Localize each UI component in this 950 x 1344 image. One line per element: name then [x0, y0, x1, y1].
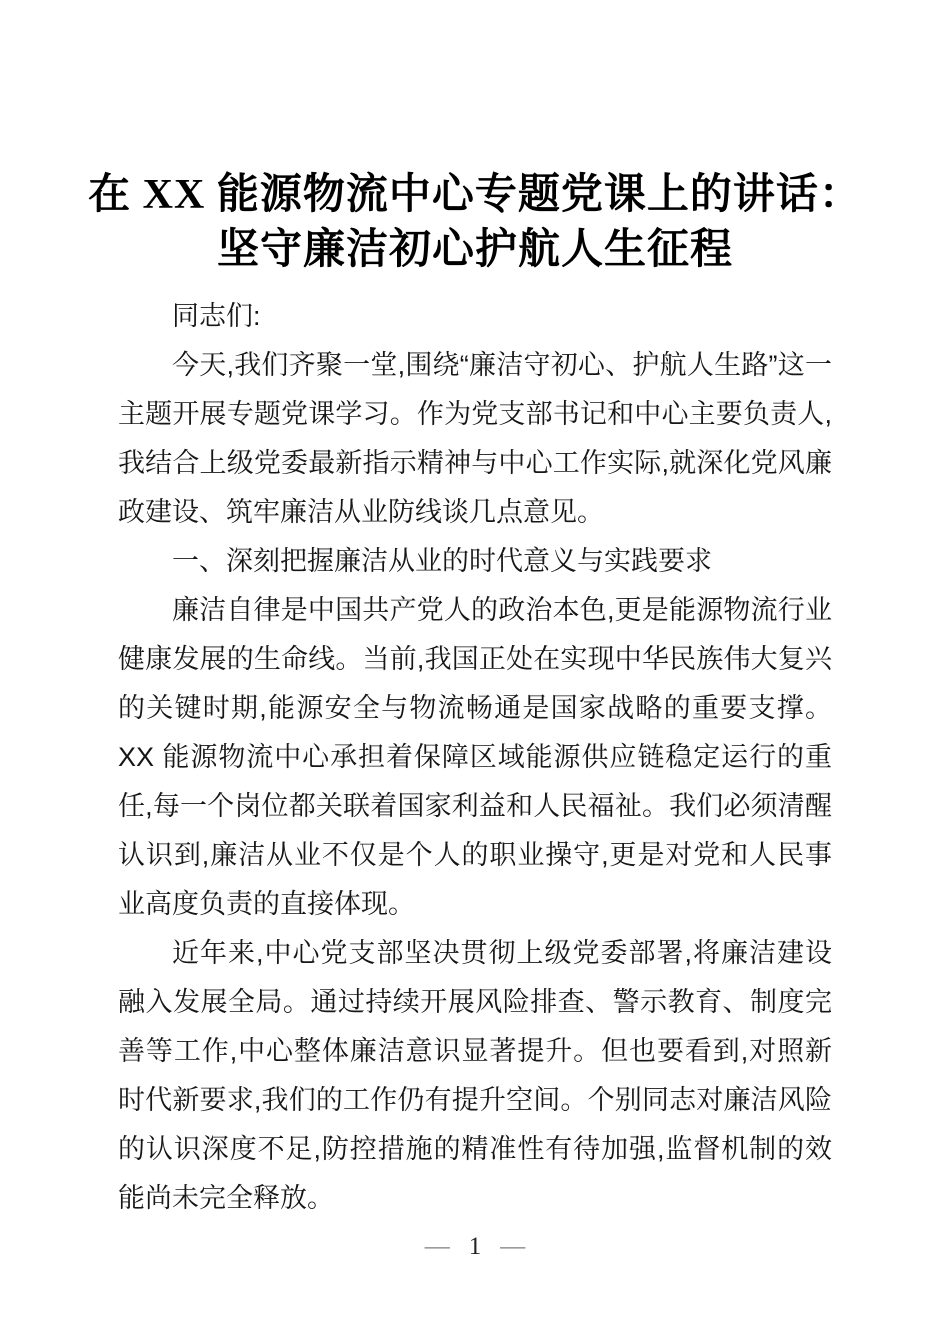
- page-footer: [0, 1231, 950, 1262]
- paragraph-intro: 今天,我们齐聚一堂,围绕“廉洁守初心、护航人生路”这一主题开展专题党课学习。作为党支部书记和中心主要负责人,我结合上级党委最新指示精神与中心工作实际,就深化党风廉政建设、筑牢廉洁从业防线谈几点意见。: [118, 350, 832, 527]
- document-body: [118, 292, 832, 1223]
- document-title-line-1: 在 XX 能源物流中心专题党课上的讲话：: [88, 172, 862, 218]
- paragraph-section-1-body-2: 近年来,中心党支部坚决贯彻上级党委部署,将廉洁建设融入发展全局。通过持续开展风险排查、警示教育、制度完善等工作,中心整体廉洁意识显著提升。但也要看到,对照新时代新要求,我们的工作仍有提升空间。个别同志对廉洁风险的认识深度不足,防控措施的精准性有待加强,监督机制的效能尚未完全释放。: [118, 938, 832, 1213]
- document-title: [55, 168, 895, 278]
- footer-right-dash: —: [500, 1233, 526, 1260]
- salutation: 同志们:: [172, 301, 261, 331]
- footer-left-dash: —: [424, 1233, 450, 1260]
- section-heading-1: 一、深刻把握廉洁从业的时代意义与实践要求: [172, 546, 712, 576]
- paragraph-section-1-body-1: 廉洁自律是中国共产党人的政治本色,更是能源物流行业健康发展的生命线。当前,我国正处在实现中华民族伟大复兴的关键时期,能源安全与物流畅通是国家战略的重要支撑。XX 能源物流中心承担着保障区域能源供应链稳定运行的重任,每一个岗位都关联着国家利益和人民福祉。我们必须清醒认识到,廉洁从业不仅是个人的职业操守,更是对党和人民事业高度负责的直接体现。: [118, 595, 832, 919]
- page-number: 1: [468, 1233, 482, 1260]
- document-title-line-2: 坚守廉洁初心护航人生征程: [216, 227, 733, 273]
